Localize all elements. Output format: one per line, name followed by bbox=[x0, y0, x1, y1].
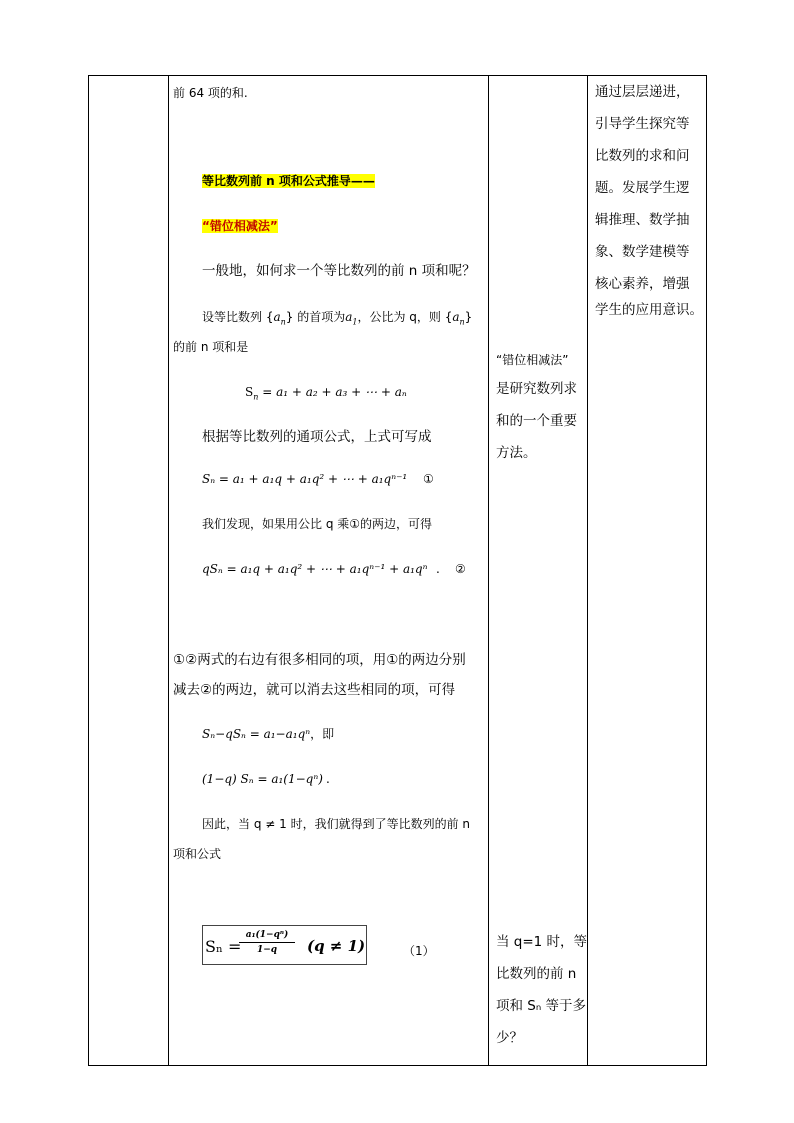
section-heading bbox=[202, 173, 375, 189]
text-fragment: } 的首项为 bbox=[285, 310, 346, 324]
equation-four bbox=[202, 771, 323, 787]
intent-line: 辑推理、数学抽 bbox=[595, 212, 690, 228]
equation-tag: ① bbox=[423, 472, 434, 486]
fraction-bar bbox=[239, 942, 295, 943]
note-line: 项和 Sₙ 等于多 bbox=[496, 998, 587, 1014]
section-subheading bbox=[202, 218, 278, 234]
math-expression: = a₁ + a₂ + a₃ + ⋯ + aₙ bbox=[258, 385, 407, 399]
note-line: 少？ bbox=[496, 1030, 523, 1046]
math-sub: n bbox=[280, 317, 286, 327]
paragraph: 一般地，如何求一个等比数列的前 n 项和呢？ bbox=[202, 263, 476, 279]
table-col-divider bbox=[88, 75, 89, 1066]
sum-formula-box bbox=[202, 925, 367, 965]
formula-fraction bbox=[239, 930, 295, 955]
paragraph-continuation: 项和公式 bbox=[173, 847, 222, 861]
table-col-divider bbox=[706, 75, 707, 1066]
intent-line: 比数列的求和问 bbox=[595, 148, 690, 164]
note-line: 比数列的前 n bbox=[496, 966, 577, 982]
section-subheading-text: “错位相减法” bbox=[202, 219, 278, 233]
paragraph: 我们发现，如果用公比 q 乘①的两边，可得 bbox=[202, 517, 433, 531]
paragraph: ①②两式的右边有很多相同的项，用①的两边分别 bbox=[173, 652, 466, 668]
section-heading-text: 等比数列前 n 项和公式推导—— bbox=[202, 174, 375, 188]
text-fragment: } bbox=[464, 310, 473, 324]
formula-numerator: a₁(1−qⁿ) bbox=[245, 930, 289, 940]
table-col-divider bbox=[488, 75, 489, 1066]
paragraph: 根据等比数列的通项公式，上式可写成 bbox=[202, 429, 432, 445]
equation-sum bbox=[245, 384, 407, 400]
note-line: “错位相减法” bbox=[496, 353, 569, 367]
intent-line: 题。发展学生逻 bbox=[595, 180, 690, 196]
equation-dot: . bbox=[436, 562, 440, 576]
math-var: a bbox=[273, 310, 281, 324]
intent-line: 通过层层递进， bbox=[595, 84, 690, 100]
table-col-divider bbox=[587, 75, 588, 1066]
math-expression: Sₙ = a₁ + a₁q + a₁q² + ⋯ + a₁qⁿ⁻¹ bbox=[202, 472, 408, 486]
note-line: 是研究数列求 bbox=[496, 381, 577, 397]
math-var: a bbox=[345, 310, 353, 324]
math-var: S bbox=[245, 385, 254, 399]
paragraph: 减去②的两边，就可以消去这些相同的项，可得 bbox=[173, 682, 456, 698]
note-line: 当 q=1 时，等 bbox=[496, 934, 588, 950]
text-fragment: 设等比数列 { bbox=[202, 310, 274, 324]
math-sub: 1 bbox=[352, 317, 358, 327]
text-fragment: ，公比为 q，则 { bbox=[357, 310, 453, 324]
equation-dot: . bbox=[326, 772, 330, 786]
paragraph-continuation: 的前 n 项和是 bbox=[173, 340, 249, 354]
text-line: 前 64 项的和. bbox=[173, 86, 248, 100]
table-col-divider bbox=[168, 75, 169, 1066]
intent-line: 学生的应用意识。 bbox=[595, 302, 703, 318]
table-top-border bbox=[88, 75, 707, 76]
intent-line: 核心素养，增强 bbox=[595, 276, 690, 292]
note-line: 和的一个重要 bbox=[496, 413, 577, 429]
math-expression: (1−q) Sₙ = a₁(1−qⁿ) bbox=[202, 772, 323, 786]
math-sub: n bbox=[459, 317, 465, 327]
formula-lhs: Sₙ = bbox=[205, 937, 242, 956]
text-fragment: ，即 bbox=[310, 727, 335, 741]
equation-three bbox=[202, 726, 334, 742]
table-bottom-border bbox=[88, 1065, 707, 1066]
paragraph: 因此，当 q ≠ 1 时，我们就得到了等比数列的前 n bbox=[202, 817, 470, 831]
intent-line: 引导学生探究等 bbox=[595, 116, 690, 132]
equation-tag: ② bbox=[455, 562, 466, 576]
math-expression: Sₙ−qSₙ = a₁−a₁qⁿ bbox=[202, 727, 311, 741]
paragraph bbox=[202, 309, 472, 325]
formula-condition: (q ≠ 1) bbox=[307, 937, 366, 955]
math-var: a bbox=[452, 310, 460, 324]
formula-denominator: 1−q bbox=[256, 945, 278, 955]
equation-two bbox=[202, 561, 427, 577]
intent-line: 象、数学建模等 bbox=[595, 244, 690, 260]
equation-one bbox=[202, 471, 407, 487]
math-expression: qSₙ = a₁q + a₁q² + ⋯ + a₁qⁿ⁻¹ + a₁qⁿ bbox=[202, 562, 428, 576]
formula-tag: （1） bbox=[403, 944, 435, 958]
math-sub: n bbox=[253, 392, 259, 402]
note-line: 方法。 bbox=[496, 445, 537, 461]
